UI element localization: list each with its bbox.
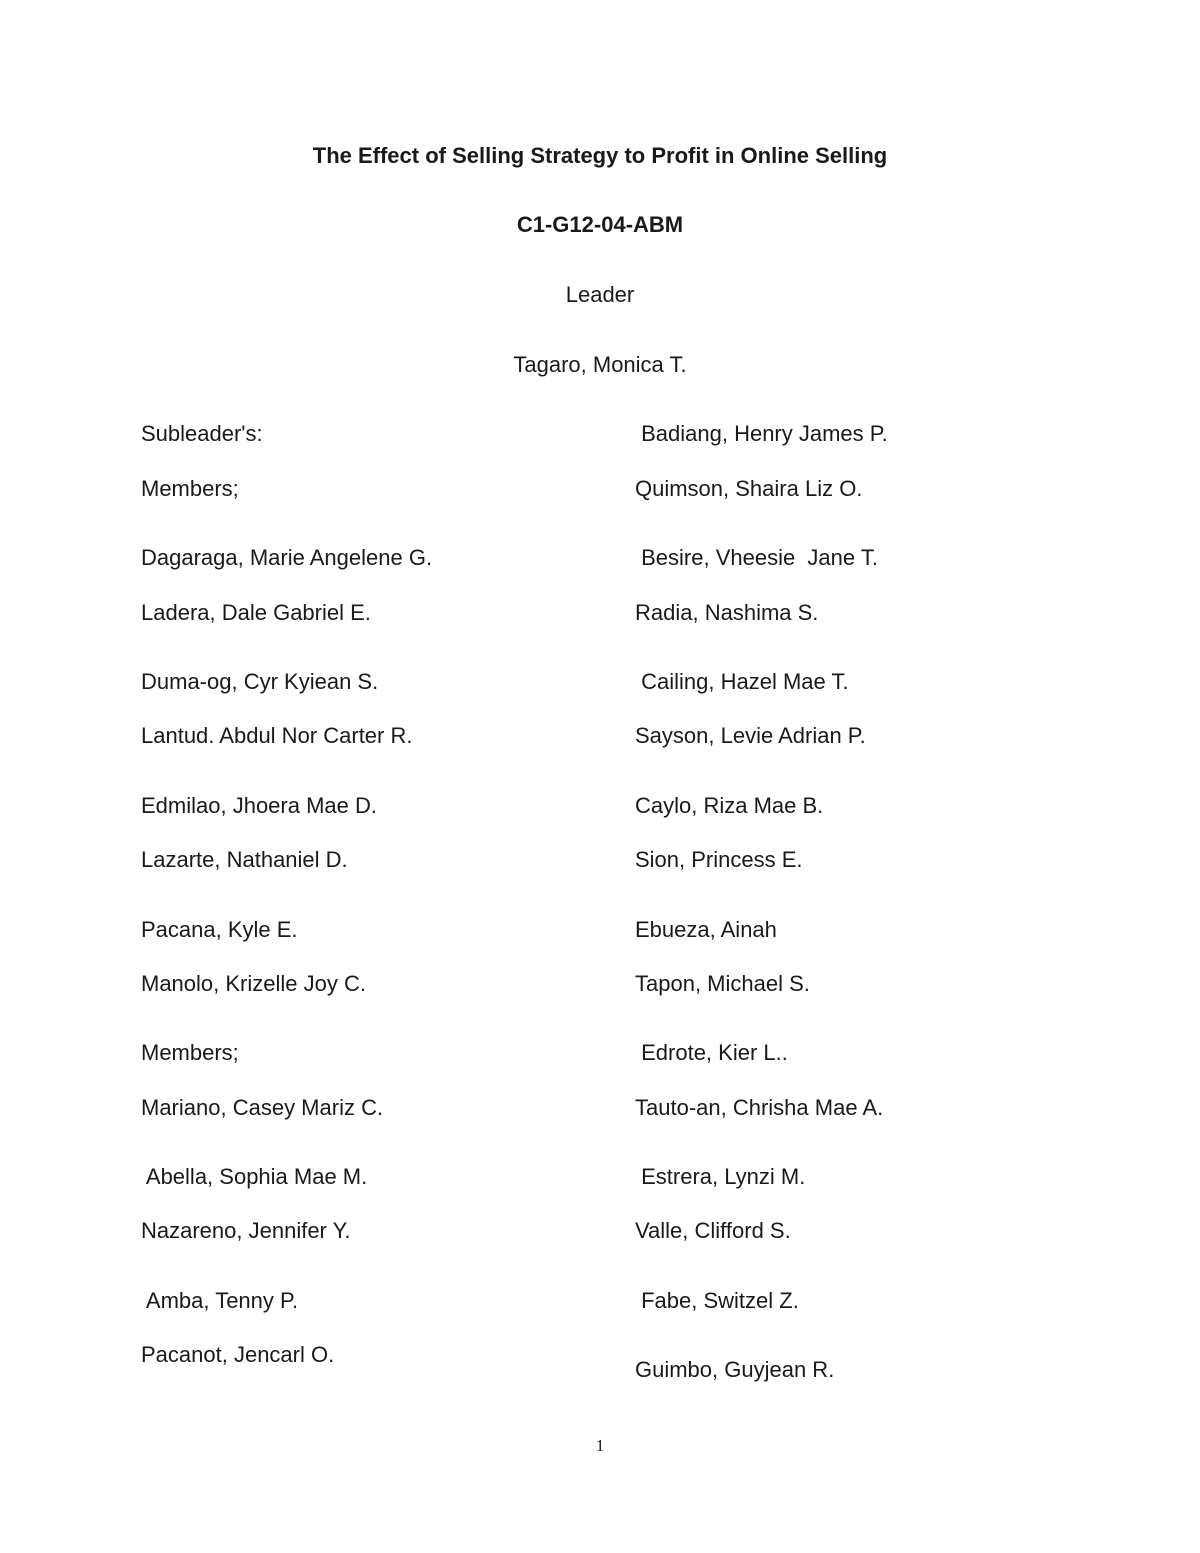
left-entry: Abella, Sophia Mae M. — [141, 1164, 368, 1189]
right-entry: Sayson, Levie Adrian P. — [635, 723, 866, 748]
left-entry: Members; — [141, 1040, 239, 1065]
left-entry: Subleader's: — [141, 421, 263, 446]
right-entry: Ebueza, Ainah — [635, 917, 777, 942]
right-entry: Caylo, Riza Mae B. — [635, 793, 824, 818]
left-entry: Pacanot, Jencarl O. — [141, 1342, 335, 1367]
right-entry: Besire, Vheesie Jane T. — [635, 545, 878, 570]
right-entry: Estrera, Lynzi M. — [635, 1164, 806, 1189]
right-entry: Badiang, Henry James P. — [635, 421, 888, 446]
left-entry: Pacana, Kyle E. — [141, 917, 298, 942]
leader-name: Tagaro, Monica T. — [513, 352, 687, 377]
right-entry: Cailing, Hazel Mae T. — [635, 669, 849, 694]
right-entry: Guimbo, Guyjean R. — [635, 1357, 835, 1382]
left-entry: Edmilao, Jhoera Mae D. — [141, 793, 377, 818]
right-entry: Fabe, Switzel Z. — [635, 1288, 799, 1313]
document-title: The Effect of Selling Strategy to Profit in Online Selling — [312, 143, 888, 168]
right-entry: Radia, Nashima S. — [635, 600, 819, 625]
right-entry: Tauto-an, Chrisha Mae A. — [635, 1095, 884, 1120]
leader-label: Leader — [565, 282, 635, 307]
left-entry: Mariano, Casey Mariz C. — [141, 1095, 384, 1120]
right-entry: Tapon, Michael S. — [635, 971, 810, 996]
left-entry: Duma-og, Cyr Kyiean S. — [141, 669, 379, 694]
left-entry: Ladera, Dale Gabriel E. — [141, 600, 371, 625]
left-entry: Dagaraga, Marie Angelene G. — [141, 545, 433, 570]
left-entry: Nazareno, Jennifer Y. — [141, 1218, 351, 1243]
page-number: 1 — [595, 1436, 605, 1455]
left-entry: Amba, Tenny P. — [141, 1288, 298, 1313]
right-entry: Sion, Princess E. — [635, 847, 803, 872]
right-entry: Quimson, Shaira Liz O. — [635, 476, 863, 501]
left-entry: Manolo, Krizelle Joy C. — [141, 971, 366, 996]
left-entry: Members; — [141, 476, 239, 501]
right-entry: Valle, Clifford S. — [635, 1218, 791, 1243]
left-entry: Lazarte, Nathaniel D. — [141, 847, 348, 872]
right-entry: Edrote, Kier L.. — [635, 1040, 788, 1065]
group-code: C1-G12-04-ABM — [516, 212, 684, 237]
left-entry: Lantud. Abdul Nor Carter R. — [141, 723, 413, 748]
